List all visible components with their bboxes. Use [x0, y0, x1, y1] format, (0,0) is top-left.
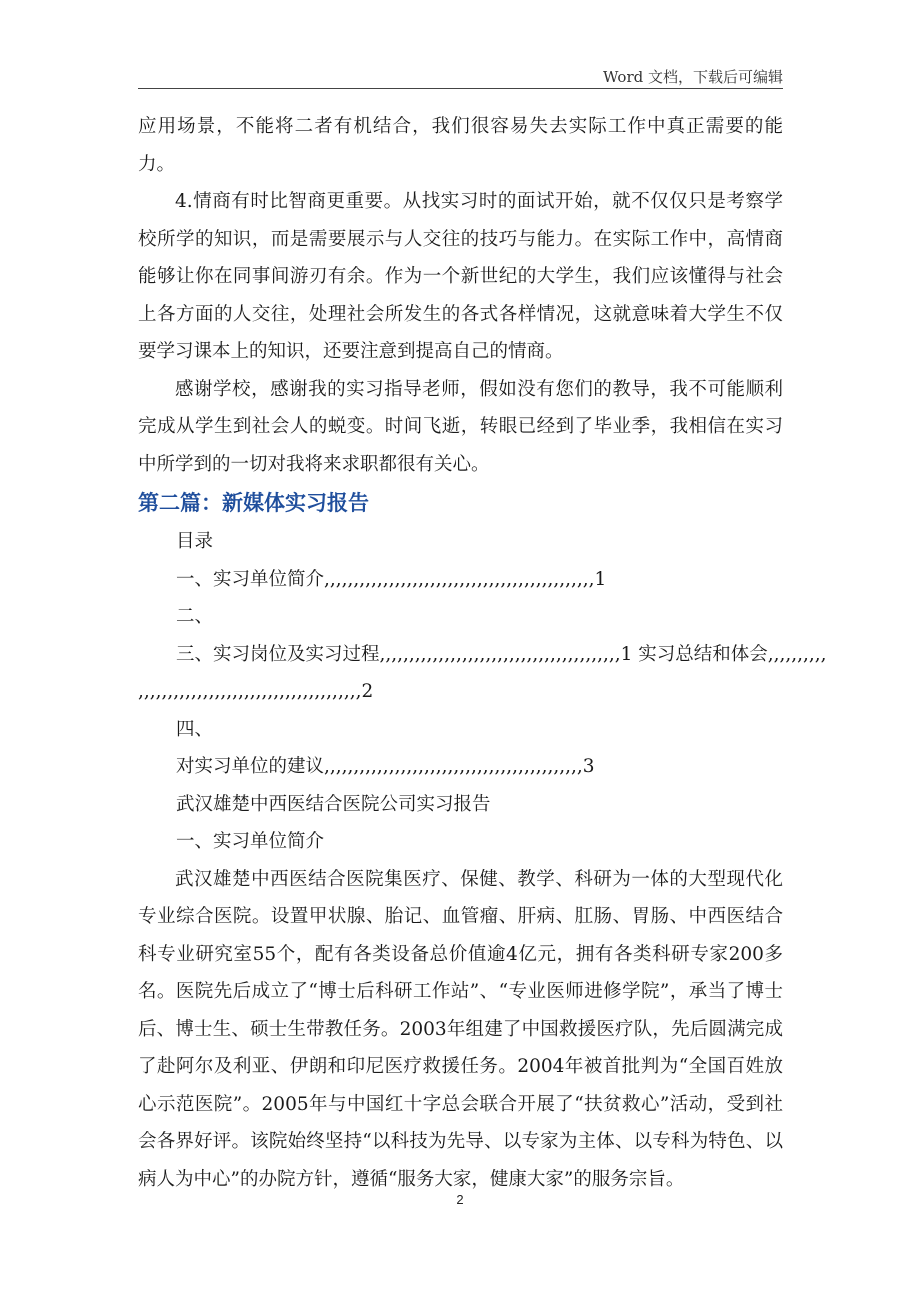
toc-entry: 二、 — [176, 606, 214, 627]
paragraph-eq-point: 4.情商有时比智商更重要。从找实习时的面试开始，就不仅仅只是考察学校所学的知识，而是需要展示与人交往的技巧与能力。在实际工作中，高情商能够让你在同事间游刃有余。作为一个新世纪的大学生，我们应该懂得与社会上各方面的人交往，处理社会所发生的各式各样情况，这就意味着大学生不仅要学习课本上的知识，还要注意到提高自己的情商。 — [138, 191, 783, 362]
document-body — [138, 108, 827, 1198]
paragraph-thanks: 感谢学校，感谢我的实习指导老师，假如没有您们的教导，我不可能顺利完成从学生到社会人的蜕变。时间飞逝，转眼已经到了毕业季，我相信在实习中所学到的一切对我将来求职都很有关心。 — [138, 378, 783, 475]
subsection-title: 一、实习单位简介 — [176, 831, 325, 852]
page-header: Word 文档，下载后可编辑 — [603, 68, 783, 86]
report-title: 武汉雄楚中西医结合医院公司实习报告 — [176, 793, 491, 815]
toc-entry: 对实习单位的建议,,,,,,,,,,,,,,,,,,,,,,,,,,,,,,,,,,,,,,,,,,,,3 — [176, 756, 595, 777]
page-number: 2 — [456, 1192, 464, 1207]
toc-entry: 三、实习岗位及实习过程,,,,,,,,,,,,,,,,,,,,,,,,,,,,,,,,,,,,,,,,,1 实习总结和体会,,,,,,,,,, — [176, 643, 827, 665]
paragraph-continued: 应用场景，不能将二者有机结合，我们很容易失去实际工作中真正需要的能力。 — [138, 116, 783, 175]
toc-title: 目录 — [176, 531, 214, 552]
hospital-intro-paragraph: 武汉雄楚中西医结合医院集医疗、保健、教学、科研为一体的大型现代化专业综合医院。设置甲状腺、胎记、血管瘤、肝病、肛肠、胃肠、中西医结合科专业研究室55个，配有各类设备总价值逾4亿元，拥有各类科研专家200多名。医院先后成立了“博士后科研工作站”、“专业医师进修学院”，承当了博士后、博士生、硕士生带教任务。2003年组建了中国救援医疗队，先后圆满完成了赴阿尔及利亚、伊朗和印尼医疗救援任务。2004年被首批判为“全国百姓放心示范医院”。2005年与中国红十字总会联合开展了“扶贫救心”活动，受到社会各界好评。该院始终坚持“以科技为先导、以专家为主体、以专科为特色、以病人为中心”的办院方针，遵循“服务大家，健康大家”的服务宗旨。 — [138, 868, 783, 1190]
section-heading: 第二篇：新媒体实习报告 — [138, 491, 369, 515]
toc-entry: 一、实习单位简介,,,,,,,,,,,,,,,,,,,,,,,,,,,,,,,,,,,,,,,,,,,,,,1 — [176, 568, 607, 590]
toc-entry: 四、 — [176, 718, 214, 740]
header-divider — [138, 88, 783, 89]
toc-entry-continued: ,,,,,,,,,,,,,,,,,,,,,,,,,,,,,,,,,,,,,,2 — [138, 681, 374, 702]
